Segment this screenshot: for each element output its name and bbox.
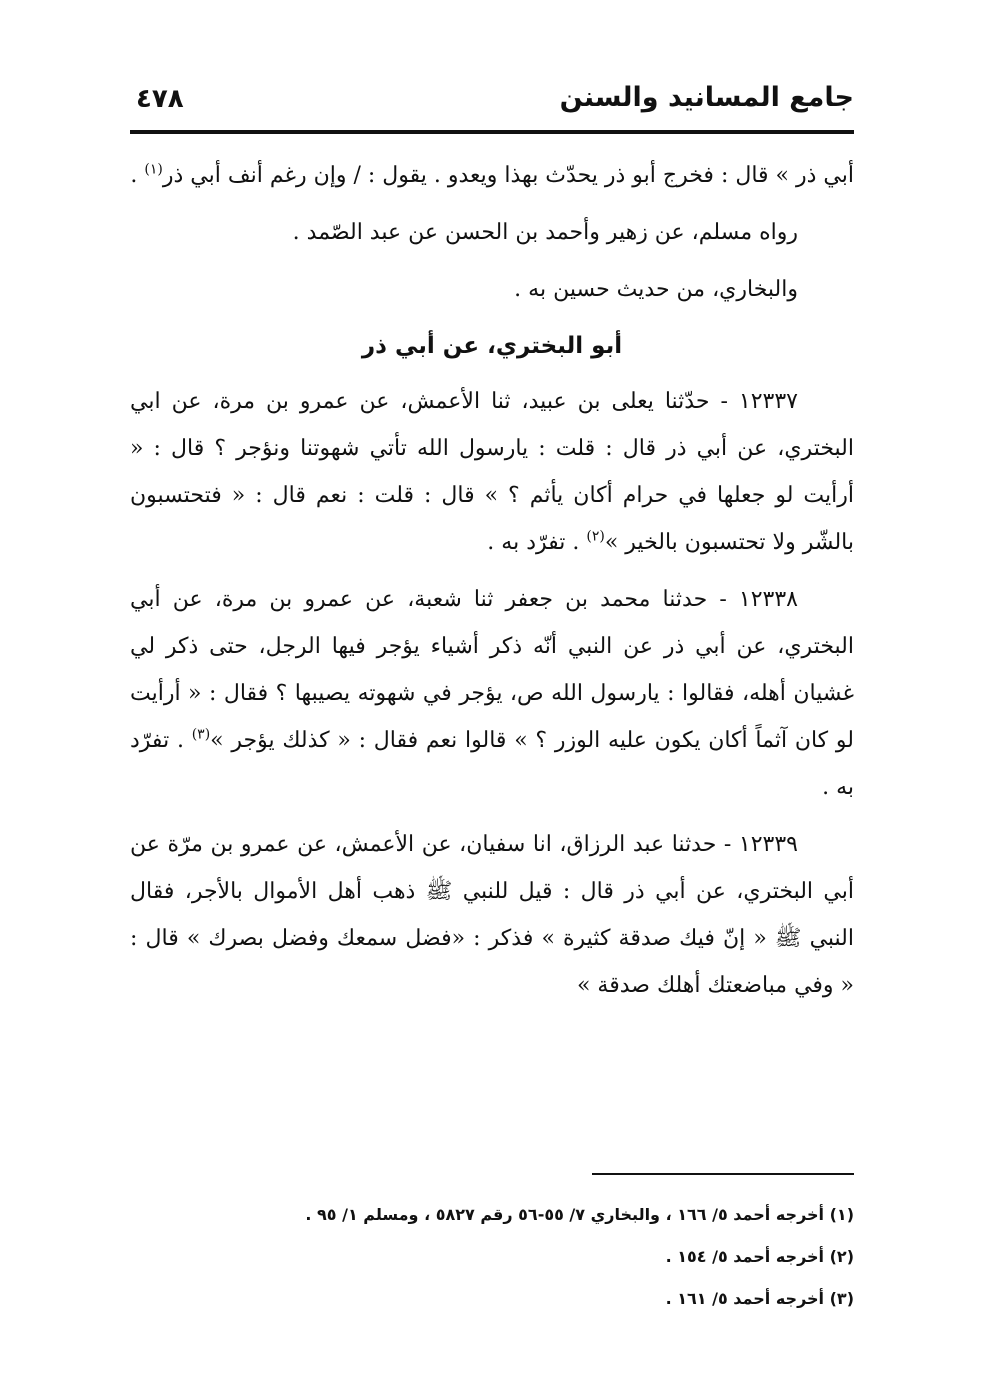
hadith-tail: . تفرّد به . [130,728,854,800]
footnote-rule [592,1173,854,1175]
body-text [130,152,854,1019]
footnote-ref-2: (٢) [586,528,605,545]
paragraph-muslim: رواه مسلم، عن زهير وأحمد بن الحسن عن عبد الصّمد . [292,220,798,245]
footnote-3: (٣) أخرجه أحمد ٥/ ١٦١ . [665,1289,854,1308]
hadith-tail: . تفرّد به . [487,530,587,555]
page-number: ٤٧٨ [136,84,184,114]
running-title: جامع المسانيد والسنن [559,82,854,113]
hadith-text: ١٢٣٣٩ - حدثنا عبد الرزاق، انا سفيان، عن الأعمش، عن عمرو بن مرّة عن أبي البختري، عن أبي ذر قال : قيل للنبي ﷺ ذهب أهل الأموال بالأجر، فقال النبي ﷺ « إنّ فيك صدقة كثيرة » فذكر : «فضل سمعك وفضل بصرك » قال : « وفي مباضعتك أهلك صدقة » [130,832,854,998]
footnote-1: (١) أخرجه أحمد ٥/ ١٦٦ ، والبخاري ٧/ ٥٥-٥٦ رقم ٥٨٢٧ ، ومسلم ١/ ٩٥ . [305,1205,854,1224]
footnote-2: (٢) أخرجه أحمد ٥/ ١٥٤ . [665,1247,854,1266]
hadith-text: ١٢٣٣٨ - حدثنا محمد بن جعفر ثنا شعبة، عن عمرو بن مرة، عن أبي البختري، عن أبي ذر عن النبي أنّه ذكر أشياء يؤجر فيها الرجل، حتى ذكر لي غشيان أهله، فقالوا : يارسول الله ص، يؤجر في شهوته يصيبها ؟ فقال : « أرأيت لو كان آثماً أكان يكون عليه الوزر ؟ » قالوا نعم فقال : « كذلك يؤجر » [130,587,854,753]
section-heading: أبو البختري، عن أبي ذر [361,333,623,359]
hadith-12339 [130,821,854,1009]
footnote-ref-3: (٣) [191,726,211,743]
footnotes [130,1194,854,1320]
footnote-ref-1: (١) [144,161,163,178]
paragraph-tail: . [130,163,145,188]
paragraph-text: أبي ذر » قال : فخرج أبو ذر يحدّث بهذا ويعدو . يقول : / وإن رغم أنف أبي ذر [162,163,854,188]
hadith-12338 [130,576,854,811]
header-rule [130,130,854,134]
page-header [130,82,854,126]
paragraph-continuation [130,152,854,199]
hadith-text: ١٢٣٣٧ - حدّثنا يعلى بن عبيد، ثنا الأعمش، عن عمرو بن مرة، عن ابي البختري، عن أبي ذر قال : قلت : يارسول الله تأتي شهوتنا ونؤجر ؟ قال : « أرأيت لو جعلها في حرام أكان يأثم ؟ » قال : قلت : نعم قال : « فتحتسبون بالشّر ولا تحتسبون بالخير » [130,389,854,555]
hadith-12337 [130,378,854,566]
paragraph-bukhari: والبخاري، من حديث حسين به . [514,277,798,302]
